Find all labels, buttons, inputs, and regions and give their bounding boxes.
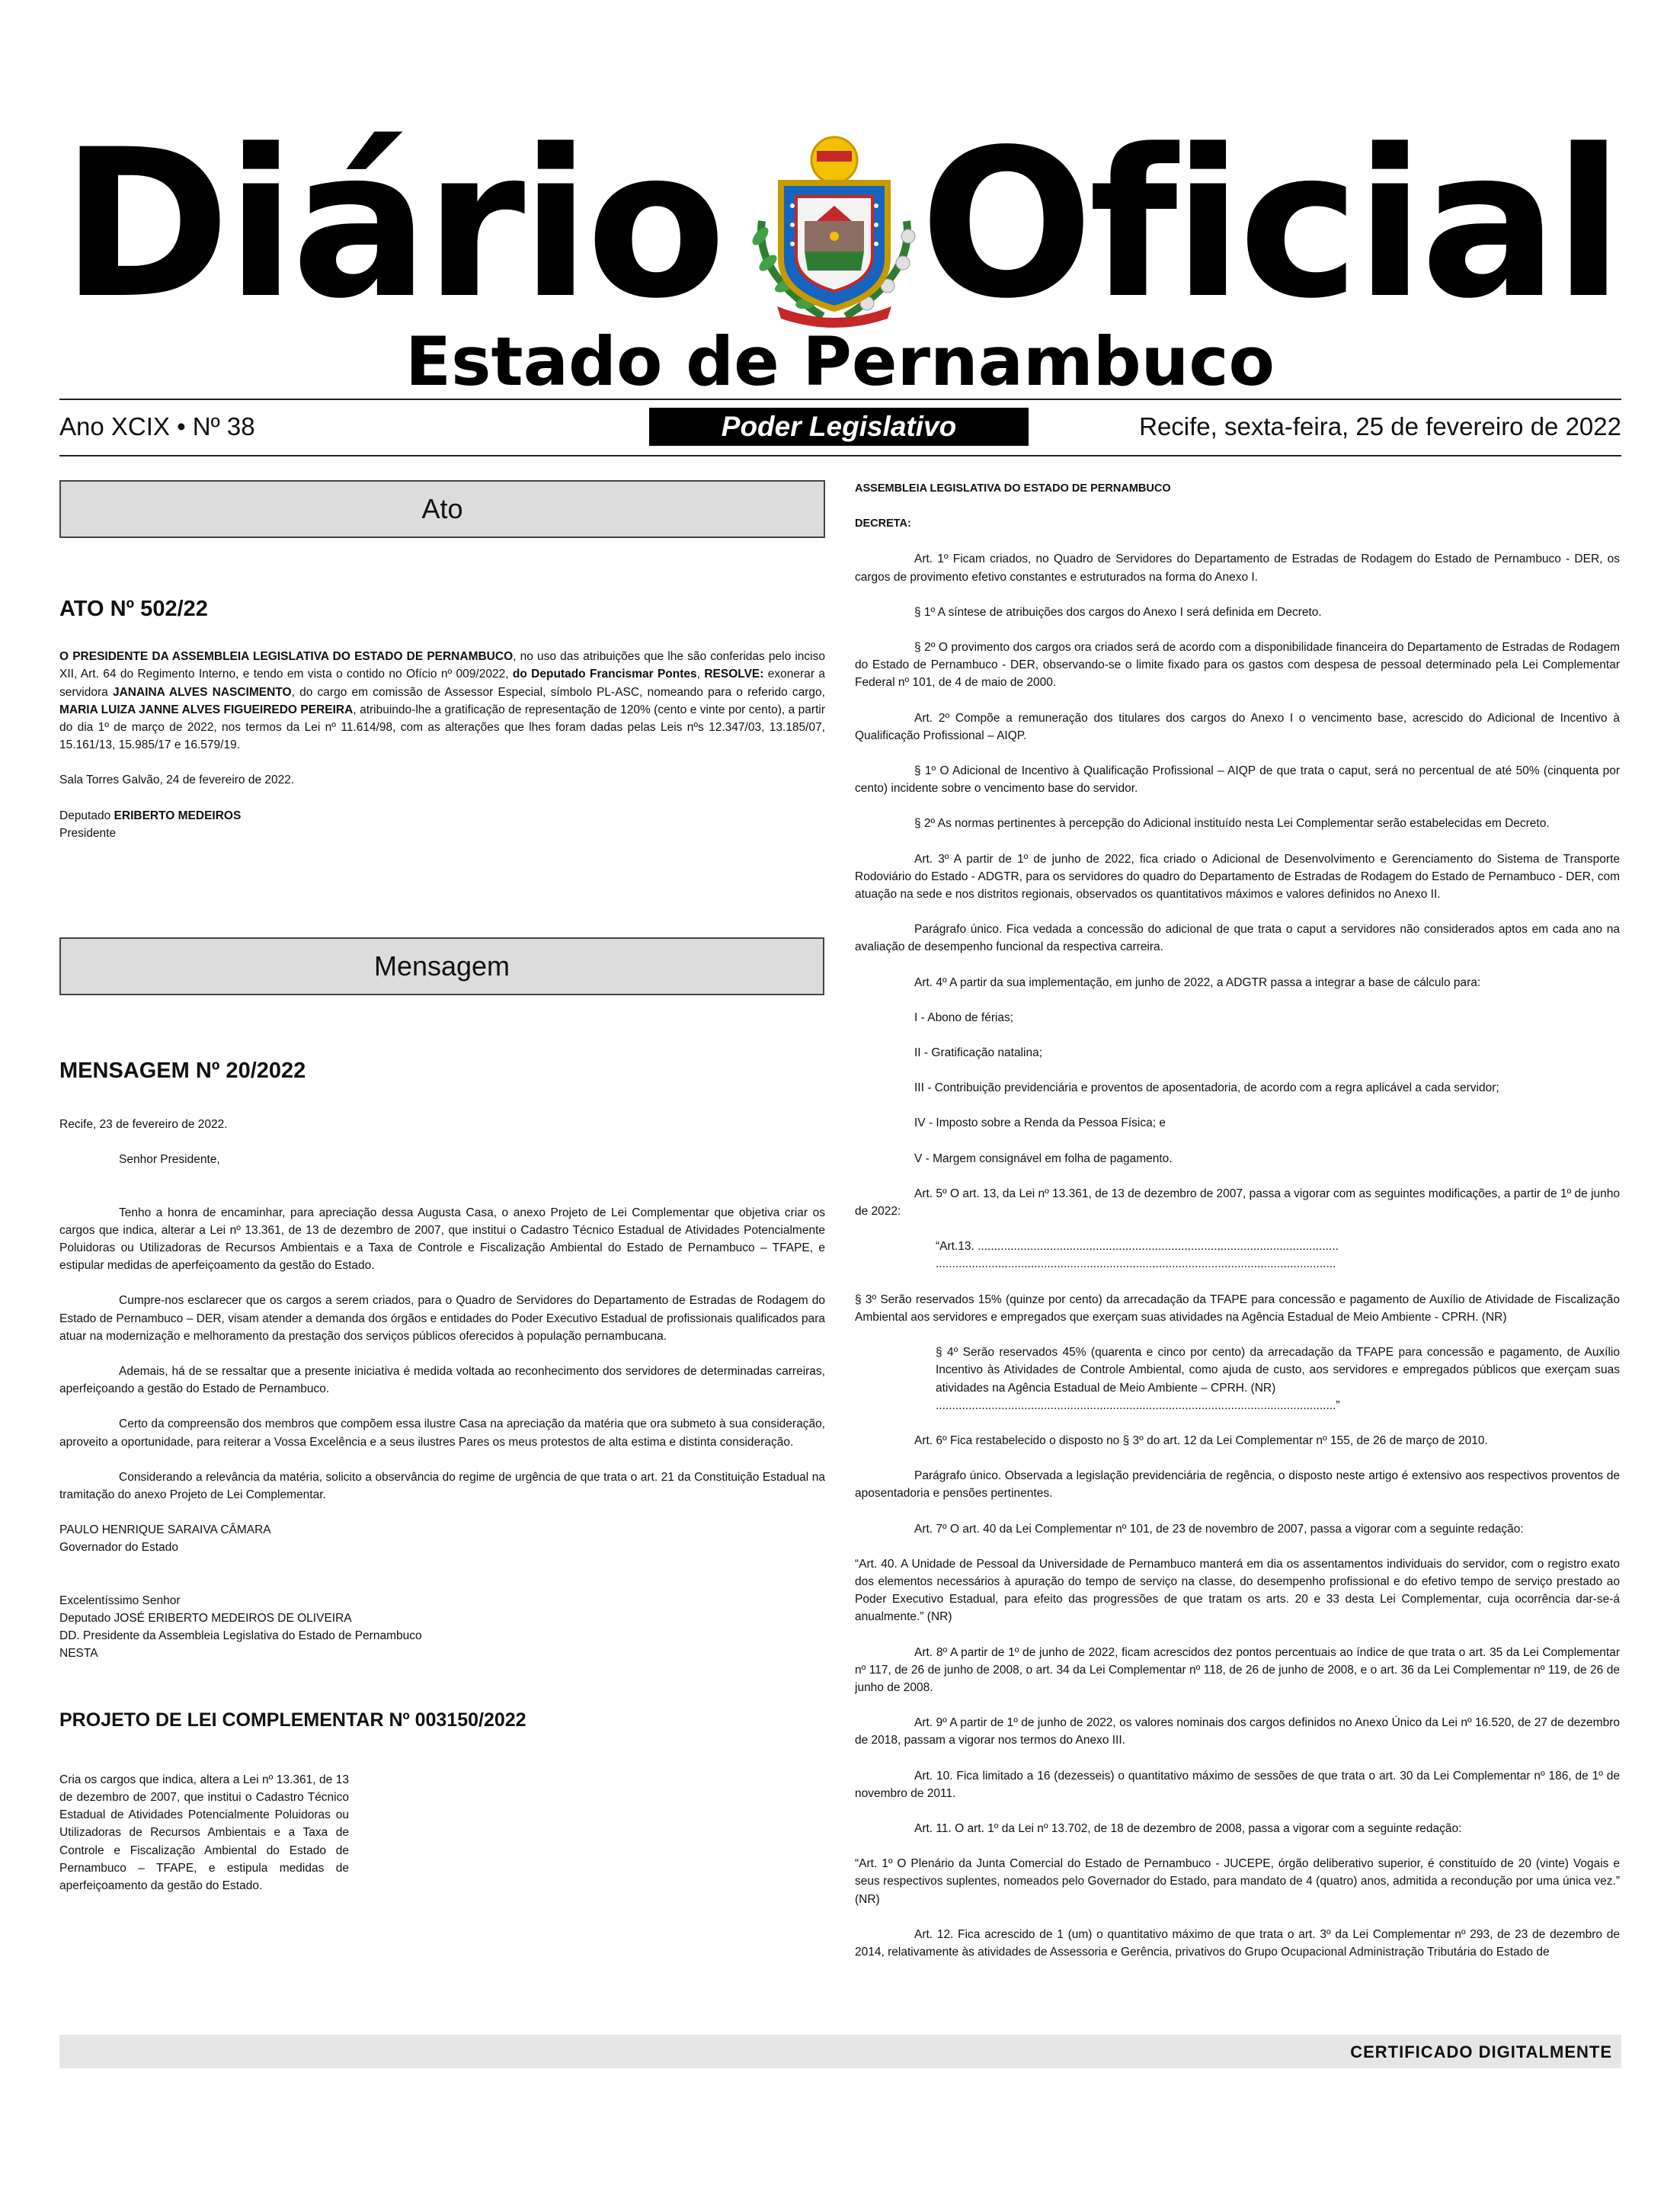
addressee-line: DD. Presidente da Assembleia Legislativa do Estado de Pernambuco xyxy=(59,1629,422,1643)
article-paragraph: § 2º O provimento dos cargos ora criados será de acordo com a disponibilidade financeira do Departamento de Estradas de Rodagem do Estado de Pernambuco - DER, observando-se o limite fixado para os gastos com despesa de pessoal determinado pela Lei Complementar Federal nº 101, de 4 de maio de 2000. xyxy=(855,641,1620,690)
left-column xyxy=(59,480,825,1912)
article-paragraph: Art. 2º Compõe a remuneração dos titulares dos cargos do Anexo I o vencimento base, acrescido do Adicional de Incentivo à Qualificação Profissional – AIQP. xyxy=(855,711,1620,742)
masthead-title-right: Oficial xyxy=(920,106,1619,344)
ato-signature: Deputado ERIBERTO MEDEIROS xyxy=(59,809,242,822)
ato-body: O PRESIDENTE DA ASSEMBLEIA LEGISLATIVA DO ESTADO DE PERNAMBUCO, no uso das atribuições que lhe são conferidas pelo inciso XII, Art. 64 do Regimento Interno, e tendo em vista o contido no Ofício nº 009/2022, do Deputado Francismar Pontes, RESOLVE: exonerar a servidora JANAINA ALVES NASCIMENTO, do cargo em comissão de Assessor Especial, símbolo PL-ASC, nomeando para o referido cargo, MARIA LUIZA JANNE ALVES FIGUEIREDO PEREIRA, atribuindo-lhe a gratificação de representação de 120% (cento e vinte por cento), a partir do dia 1º de março de 2022, nos termos da Lei nº 11.614/98, com as alterações que lhes foram dadas pelas Leis nºs 12.347/03, 13.185/07, 15.161/13, 15.985/17 e 16.579/19. xyxy=(59,650,825,752)
article-paragraph: Art. 9º A partir de 1º de junho de 2022, os valores nominais dos cargos definidos no Anexo Único da Lei nº 16.520, de 27 de dezembro de 2018, passam a vigorar nos termos do Anexo III. xyxy=(855,1716,1620,1747)
mensagem-paragraph: Ademais, há de se ressaltar que a presente iniciativa é medida voltada ao reconhecimento dos servidores de determinadas carreiras, aperfeiçoando a gestão do Estado de Pernambuco. xyxy=(59,1365,825,1396)
masthead-rule-bottom xyxy=(59,455,1621,456)
masthead-title xyxy=(61,106,1619,344)
article-paragraph: Art. 8º A partir de 1º de junho de 2022, ficam acrescidos dez pontos percentuais ao índice de que trata o art. 35 da Lei Complementar nº 117, de 26 de junho de 2008, o art. 34 da Lei Complementar nº 118, de 26 de junho de 2008, e o art. 36 da Lei Complementar nº 119, de 26 de junho de 2008. xyxy=(855,1645,1620,1694)
article-paragraph: Art. 12. Fica acrescido de 1 (um) o quantitativo máximo de que trata o art. 3º da Lei Complementar nº 293, de 23 de dezembro de 2014, relativamente às atividades de Assessoria e Gerência, privativos do Grupo Ocupacional Administração Tributária do Estado de xyxy=(855,1927,1620,1959)
mensagem-title: MENSAGEM Nº 20/2022 xyxy=(59,1059,306,1084)
article-item: IV - Imposto sobre a Renda da Pessoa Física; e xyxy=(914,1116,1166,1130)
masthead-rule-top xyxy=(59,399,1621,400)
quoted-text: “Art. 1º O Plenário da Junta Comercial do Estado de Pernambuco - JUCEPE, órgão deliberativo superior, é constituído de 20 (vinte) Vogais e seus respectivos suplentes, nomeados pelo Governador do Estado, para mandato de 4 (quatro) anos, admitida a recondução por uma única vez.” (NR) xyxy=(855,1857,1620,1906)
mensagem-paragraph: Tenho a honra de encaminhar, para apreciação dessa Augusta Casa, o anexo Projeto de Lei Complementar que objetiva criar os cargos que indica, alterar a Lei nº 13.361, de 13 de dezembro de 2007, que institui o Cadastro Técnico Estadual de Atividades Potencialmente Poluidoras ou Utilizadoras de Recursos Ambientais e a Taxa de Controle e Fiscalização Ambiental do Estado de Pernambuco – TFAPE, e estipular medidas de aperfeiçoamento da gestão do Estado. xyxy=(59,1206,825,1273)
article-paragraph: Art. 7º O art. 40 da Lei Complementar nº 101, de 23 de novembro de 2007, passa a vigorar com a seguinte redação: xyxy=(914,1522,1524,1536)
edition-number: Ano XCIX • Nº 38 xyxy=(59,412,255,440)
quoted-text: § 3º Serão reservados 15% (quinze por cento) da arrecadação da TFAPE para concessão e pagamento de Auxílio de Atividade de Fiscalização Ambiental aos servidores e empregados que exerçam suas atividades na Agência Estadual de Meio Ambiente - CPRH. (NR) xyxy=(855,1292,1620,1324)
addressee-line: NESTA xyxy=(59,1647,98,1661)
addressee-line: Excelentíssimo Senhor xyxy=(59,1594,181,1607)
pernambuco-coat-of-arms-icon xyxy=(731,130,937,328)
mensagem-signature-role: Governador do Estado xyxy=(59,1541,178,1555)
mensagem-signature-name: PAULO HENRIQUE SARAIVA CÂMARA xyxy=(59,1523,271,1537)
mensagem-date: Recife, 23 de fevereiro de 2022. xyxy=(59,1118,228,1132)
section-badge: Poder Legislativo xyxy=(649,408,1029,446)
article-paragraph: Art. 11. O art. 1º da Lei nº 13.702, de 18 de dezembro de 2008, passa a vigorar com a seguinte redação: xyxy=(914,1821,1462,1835)
mensagem-greeting: Senhor Presidente, xyxy=(119,1153,220,1167)
mensagem-paragraph: Cumpre-nos esclarecer que os cargos a serem criados, para o Quadro de Servidores do Departamento de Estradas de Rodagem do Estado de Pernambuco – DER, visam atender a demanda dos órgãos e entidades do Poder Executivo Estadual de profissionais qualificados para atuar na modernização e melhoramento da prestação dos serviços públicos oferecidos à população pernambucana. xyxy=(59,1294,825,1343)
masthead-title-left: Diário xyxy=(61,106,722,344)
section-box-ato: Ato xyxy=(59,480,825,538)
ato-title: ATO Nº 502/22 xyxy=(59,597,208,621)
mensagem-paragraph: Considerando a relevância da matéria, solicito a observância do regime de urgência de que trata o art. 21 da Constituição Estadual na tramitação do anexo Projeto de Lei Complementar. xyxy=(59,1470,825,1502)
article-paragraph: Parágrafo único. Observada a legislação previdenciária de regência, o disposto neste artigo é extensivo aos respectivos proventos de aposentadoria e pensões pertinentes. xyxy=(855,1469,1620,1501)
section-box-mensagem: Mensagem xyxy=(59,937,824,995)
digital-certificate-label: CERTIFICADO DIGITALMENTE xyxy=(1350,2042,1612,2061)
article-paragraph: Art. 1º Ficam criados, no Quadro de Servidores do Departamento de Estradas de Rodagem do Estado de Pernambuco - DER, os cargos de provimento efetivo constantes e estruturados na forma do Anexo I. xyxy=(855,553,1620,584)
masthead-subtitle: Estado de Pernambuco xyxy=(405,322,1275,401)
article-item: V - Margem consignável em folha de pagamento. xyxy=(914,1152,1173,1165)
projeto-title: PROJETO DE LEI COMPLEMENTAR Nº 003150/2022 xyxy=(59,1709,526,1731)
ato-place-date: Sala Torres Galvão, 24 de fevereiro de 2022. xyxy=(59,774,295,787)
ato-signature-role: Presidente xyxy=(59,826,117,840)
issue-bar xyxy=(59,408,1621,450)
article-paragraph: Art. 4º A partir da sua implementação, em junho de 2022, a ADGTR passa a integrar a base de cálculo para: xyxy=(914,975,1481,989)
issue-date: Recife, sexta-feira, 25 de fevereiro de 2022 xyxy=(1139,412,1621,440)
article-paragraph: Art. 5º O art. 13, da Lei nº 13.361, de 13 de dezembro de 2007, passa a vigorar com as seguintes modificações, a partir de 1º de junho de 2022: xyxy=(855,1187,1621,1219)
article-paragraph: § 1º O Adicional de Incentivo à Qualificação Profissional – AIQP de que trata o caput, será no percentual de até 50% (cinquenta por cento) incidente sobre o vencimento base do servidor. xyxy=(855,764,1620,796)
masthead xyxy=(61,106,1619,401)
article-paragraph: Art. 3º A partir de 1º de junho de 2022, fica criado o Adicional de Desenvolvimento e Gerenciamento do Sistema de Transporte Rodoviário do Estado - ADGTR, para os servidores do quadro do Departamento de Estradas de Rodagem do Estado de Pernambuco - DER, com atuação na sede e nos distritos regionais, observados os quantitativos máximos e valores definidos no Anexo II. xyxy=(855,852,1620,902)
quoted-text: “Art. 40. A Unidade de Pessoal da Universidade de Pernambuco manterá em dia os assentamentos individuais do servidor, com o registro exato dos elementos necessários à apuração do tempo de serviço na classe, do desempenho profissional e do efetivo tempo de serviço prestado ao Poder Executivo Estadual, para efeito das progressões de que tratam os arts. 20 e 33 desta Lei Complementar, cuja ocorrência dar-se-á anualmente.” (NR) xyxy=(855,1557,1620,1624)
footer-band xyxy=(59,2035,1621,2068)
article-paragraph: Art. 6º Fica restabelecido o disposto no § 3º do art. 12 da Lei Complementar nº 155, de 26 de março de 2010. xyxy=(914,1433,1488,1447)
addressee-block xyxy=(59,1592,825,1663)
quoted-text: “Art.13. .............................................................................................................. .......................................................................................................................... xyxy=(936,1240,1339,1271)
addressee-line: Deputado JOSÉ ERIBERTO MEDEIROS DE OLIVEIRA xyxy=(59,1611,352,1625)
article-paragraph: Art. 10. Fica limitado a 16 (dezesseis) o quantitativo máximo de sessões de que trata o art. 30 da Lei Complementar nº 186, de 1º de novembro de 2011. xyxy=(855,1769,1620,1800)
quoted-text: § 4º Serão reservados 45% (quarenta e cinco por cento) da arrecadação da TFAPE para concessão e pagamento, de Auxílio Incentivo às Atividades de Controle Ambiental, como ajuda de custo, aos servidores e empregados públicos que exerçam suas atividades na Agência Estadual de Meio Ambiente – CPRH. (NR) ..........................................................................................................................” xyxy=(936,1346,1620,1412)
article-item: I - Abono de férias; xyxy=(914,1011,1014,1024)
right-column xyxy=(855,480,1620,1961)
article-paragraph: § 2º As normas pertinentes à percepção do Adicional instituído nesta Lei Complementar serão estabelecidas em Decreto. xyxy=(914,817,1550,831)
article-paragraph: § 1º A síntese de atribuições dos cargos do Anexo I será definida em Decreto. xyxy=(914,605,1322,619)
mensagem-paragraph: Certo da compreensão dos membros que compõem essa ilustre Casa na apreciação da matéria que ora submeto à sua consideração, aproveito a oportunidade, para reiterar a Vossa Excelência e a seus ilustres Pares os meus protestos de alta estima e distinta consideração. xyxy=(59,1417,825,1449)
article-item: II - Gratificação natalina; xyxy=(914,1046,1042,1060)
article-item: III - Contribuição previdenciária e proventos de aposentadoria, de acordo com a regra aplicável a cada servidor; xyxy=(914,1081,1499,1095)
projeto-summary: Cria os cargos que indica, altera a Lei nº 13.361, de 13 de dezembro de 2007, que institui o Cadastro Técnico Estadual de Atividades Potencialmente Poluidoras ou Utilizadoras de Recursos Ambientais e a Taxa de Controle e Fiscalização Ambiental do Estado de Pernambuco – TFAPE, e estipula medidas de aperfeiçoamento da gestão do Estado. xyxy=(59,1773,349,1892)
article-paragraph: Parágrafo único. Fica vedada a concessão do adicional de que trata o caput a servidores não considerados aptos em cada ano na avaliação de desempenho funcional da respectiva carreira. xyxy=(855,923,1620,954)
assembly-header: ASSEMBLEIA LEGISLATIVA DO ESTADO DE PERNAMBUCO xyxy=(855,482,1171,495)
decreta-label: DECRETA: xyxy=(855,517,911,530)
